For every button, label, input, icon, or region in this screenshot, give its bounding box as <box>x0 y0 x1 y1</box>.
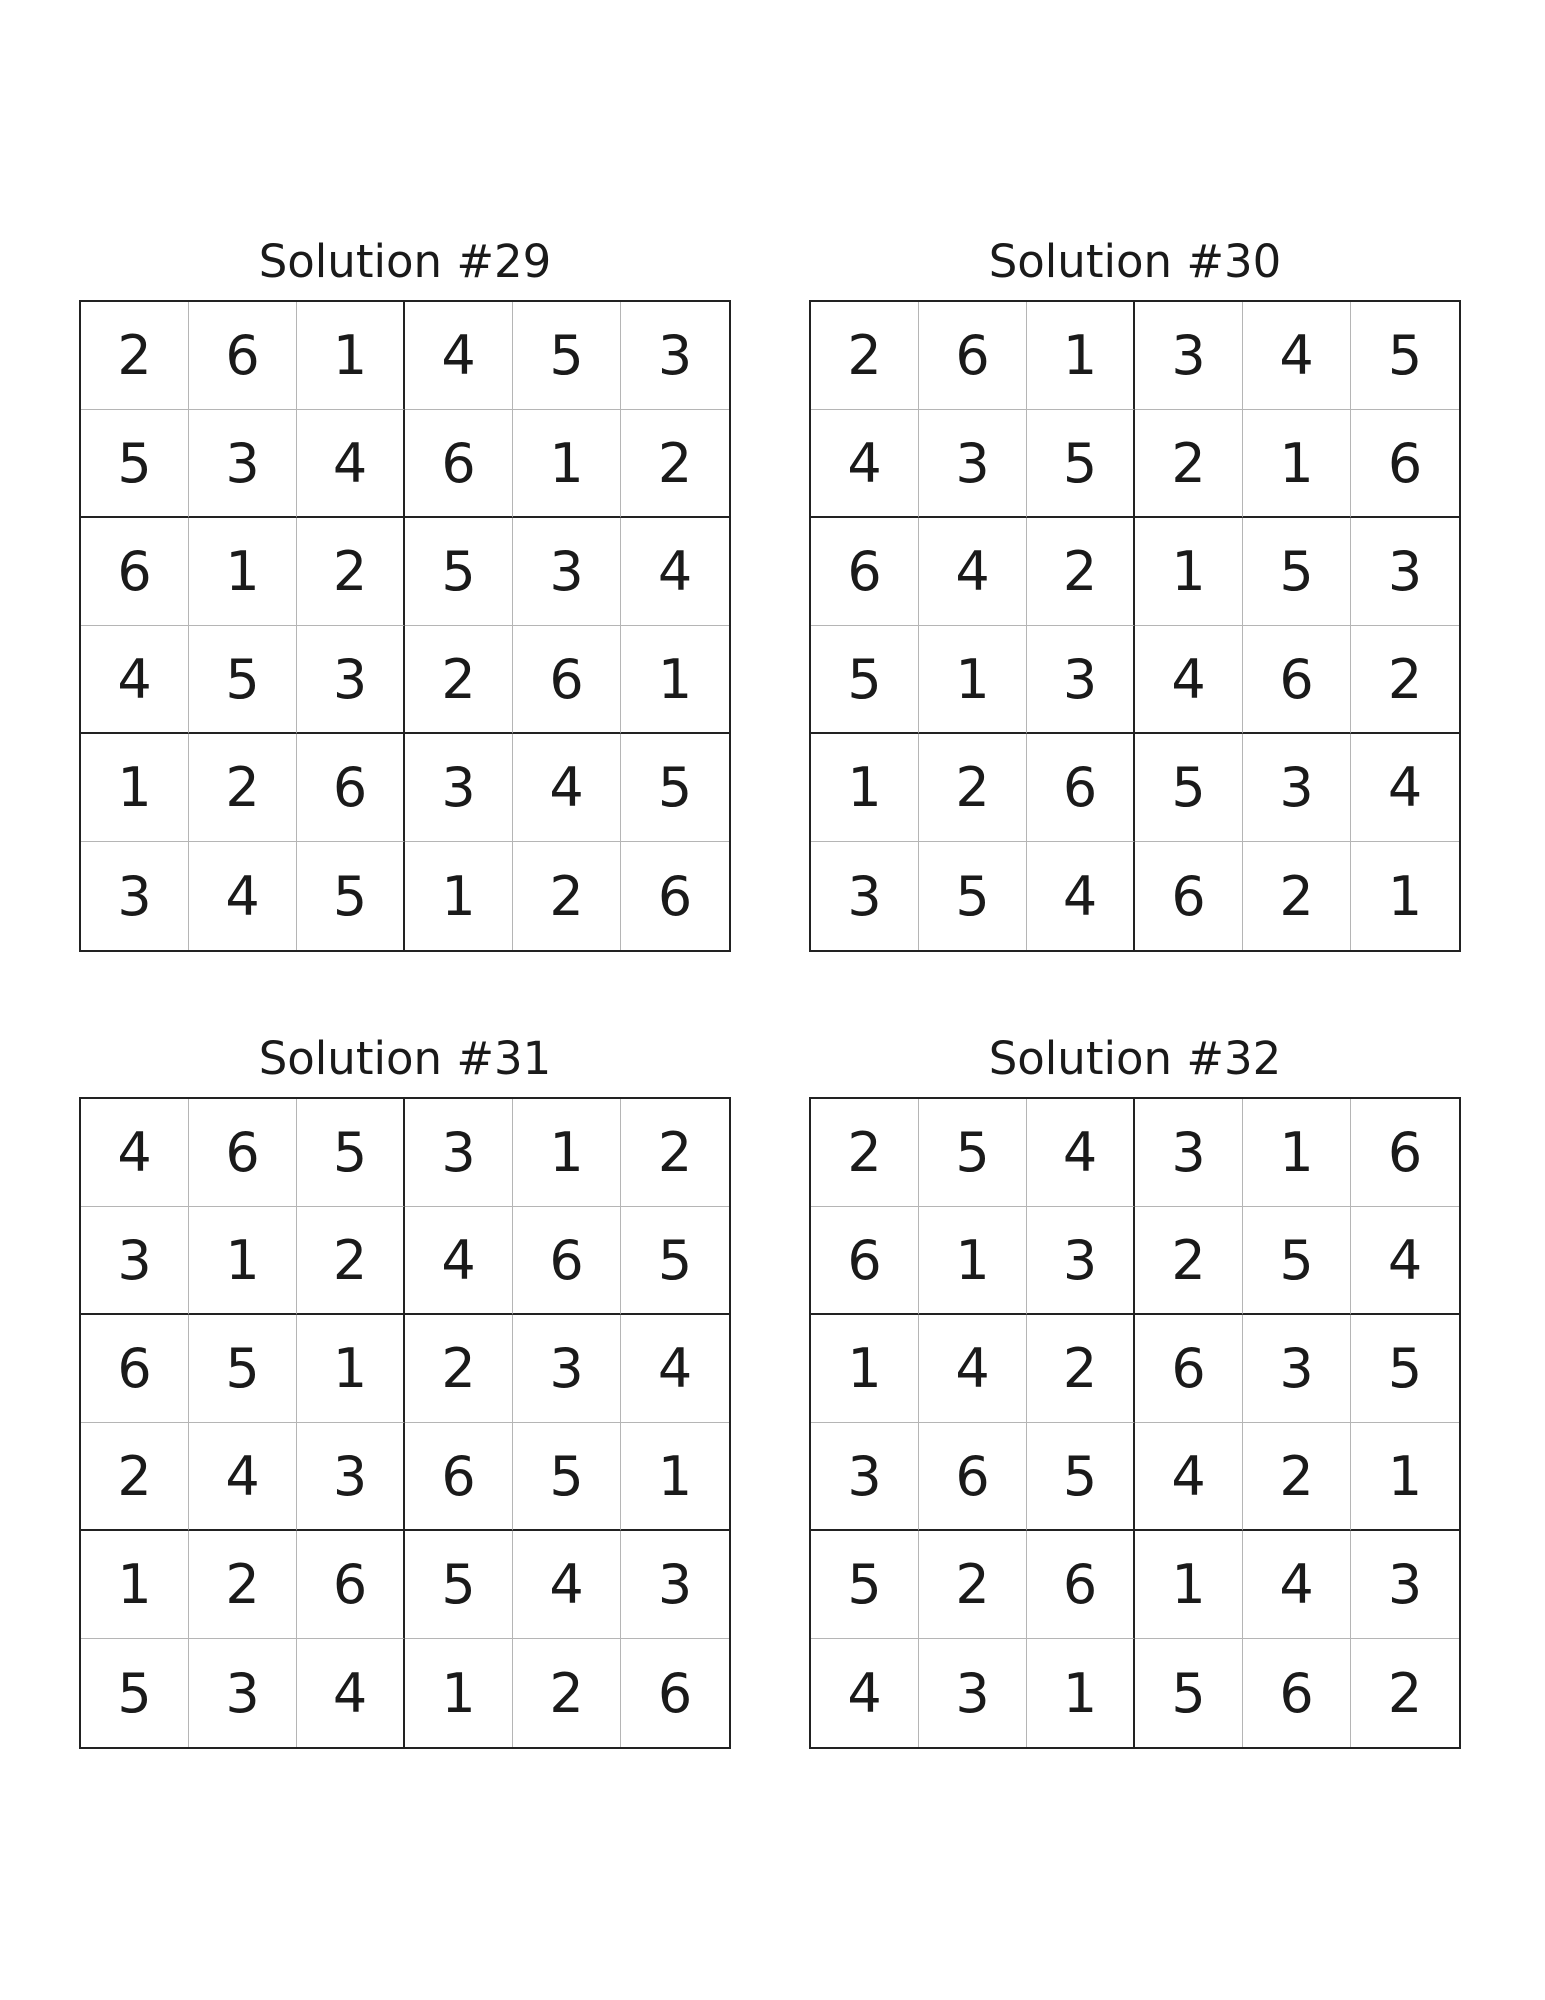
grid-cell: 1 <box>405 842 513 950</box>
grid-cell: 1 <box>1243 410 1351 518</box>
grid-cell: 5 <box>513 1423 621 1531</box>
grid-cell: 1 <box>297 302 405 410</box>
grid-cell: 2 <box>811 1099 919 1207</box>
grid-cell: 2 <box>1387 1661 1423 1725</box>
grid-cell: 4 <box>919 1315 1027 1423</box>
grid-cell: 2 <box>1027 518 1135 626</box>
grid-cell: 1 <box>1351 1423 1459 1531</box>
grid-cell: 6 <box>657 864 693 928</box>
grid-cell: 4 <box>811 1639 919 1747</box>
grid-cell: 4 <box>189 1423 297 1531</box>
grid-cell: 2 <box>621 410 729 518</box>
grid-cell: 4 <box>1027 1099 1135 1207</box>
grid-cell: 3 <box>297 626 405 734</box>
grid-cell: 4 <box>1135 626 1243 734</box>
grid-cell: 2 <box>1027 1315 1135 1423</box>
grid-cell: 5 <box>919 1099 1027 1207</box>
grid-cell: 3 <box>513 1315 621 1423</box>
grid-cell: 2 <box>297 1207 405 1315</box>
sudoku-grid <box>809 1097 1461 1749</box>
grid-cell: 1 <box>811 734 919 842</box>
grid-cell: 6 <box>189 1099 297 1207</box>
grid-cell: 6 <box>811 1207 919 1315</box>
grid-cell: 1 <box>297 1315 405 1423</box>
grid-cell: 4 <box>297 1639 405 1747</box>
grid-cell: 5 <box>297 1099 405 1207</box>
grid-cell: 6 <box>1351 410 1459 518</box>
grid-cell: 1 <box>513 1099 621 1207</box>
grid-cell: 6 <box>1027 734 1135 842</box>
puzzle-title: Solution #32 <box>988 1032 1282 1085</box>
grid-cell: 2 <box>1243 1423 1351 1531</box>
grid-cell: 6 <box>1243 1639 1351 1747</box>
grid-cell: 4 <box>919 518 1027 626</box>
grid-cell: 6 <box>81 518 189 626</box>
grid-cell: 3 <box>405 734 513 842</box>
grid-cell: 5 <box>1027 410 1135 518</box>
grid-cell: 1 <box>919 1207 1027 1315</box>
grid-cell: 6 <box>1351 1099 1459 1207</box>
grid-cell: 6 <box>297 1531 405 1639</box>
grid-cell: 3 <box>1243 1315 1351 1423</box>
grid-cell: 6 <box>1243 626 1351 734</box>
grid-cell: 5 <box>1135 734 1243 842</box>
grid-cell: 4 <box>1351 734 1459 842</box>
grid-cell: 4 <box>513 734 621 842</box>
grid-cell: 2 <box>405 1315 513 1423</box>
grid-cell: 6 <box>405 1423 513 1531</box>
grid-cell: 1 <box>189 1207 297 1315</box>
grid-cell: 2 <box>919 1531 1027 1639</box>
grid-cell: 4 <box>1351 1207 1459 1315</box>
grid-cell: 6 <box>919 1423 1027 1531</box>
grid-cell: 2 <box>919 734 1027 842</box>
grid-cell: 2 <box>1135 410 1243 518</box>
grid-cell: 5 <box>1243 518 1351 626</box>
grid-cell: 1 <box>621 626 729 734</box>
grid-cell: 4 <box>1027 842 1135 950</box>
grid-cell: 5 <box>405 518 513 626</box>
grid-cell: 3 <box>189 1639 297 1747</box>
grid-cell: 6 <box>513 626 621 734</box>
grid-cell: 3 <box>81 1207 189 1315</box>
grid-cell: 3 <box>811 842 919 950</box>
grid-cell: 5 <box>621 1207 729 1315</box>
grid-cell: 3 <box>1027 1207 1135 1315</box>
grid-cell: 6 <box>405 410 513 518</box>
grid-cell: 1 <box>1135 1531 1243 1639</box>
grid-cell: 3 <box>919 410 1027 518</box>
grid-cell: 6 <box>81 1315 189 1423</box>
puzzle-title: Solution #30 <box>988 235 1282 288</box>
grid-cell: 3 <box>1351 518 1459 626</box>
grid-cell: 5 <box>1135 1639 1243 1747</box>
grid-cell: 2 <box>297 518 405 626</box>
grid-cell: 3 <box>513 518 621 626</box>
grid-cell: 3 <box>1135 302 1243 410</box>
grid-cell: 3 <box>1027 626 1135 734</box>
sudoku-grid <box>809 300 1461 952</box>
grid-cell: 6 <box>811 518 919 626</box>
grid-cell: 1 <box>1135 518 1243 626</box>
grid-cell: 3 <box>405 1099 513 1207</box>
grid-cell: 2 <box>189 1531 297 1639</box>
grid-cell: 5 <box>189 626 297 734</box>
grid-cell: 1 <box>189 518 297 626</box>
grid-cell: 4 <box>81 626 189 734</box>
grid-cell: 1 <box>81 1531 189 1639</box>
grid-cell: 4 <box>297 410 405 518</box>
grid-cell: 5 <box>811 1531 919 1639</box>
grid-cell: 3 <box>81 842 189 950</box>
grid-cell: 4 <box>405 302 513 410</box>
grid-cell: 4 <box>81 1099 189 1207</box>
grid-cell: 2 <box>811 302 919 410</box>
puzzle-title: Solution #29 <box>258 235 552 288</box>
grid-cell: 4 <box>621 1315 729 1423</box>
grid-cell: 5 <box>513 302 621 410</box>
grid-cell: 2 <box>81 1423 189 1531</box>
grid-cell: 6 <box>1135 842 1243 950</box>
grid-cell: 2 <box>1351 626 1459 734</box>
grid-cell: 6 <box>513 1207 621 1315</box>
grid-cell: 3 <box>189 410 297 518</box>
grid-cell: 2 <box>513 842 621 950</box>
grid-cell: 6 <box>657 1661 693 1725</box>
grid-cell: 6 <box>919 302 1027 410</box>
grid-cell: 1 <box>513 410 621 518</box>
grid-cell: 4 <box>1243 302 1351 410</box>
grid-cell: 4 <box>621 518 729 626</box>
grid-cell: 5 <box>189 1315 297 1423</box>
grid-cell: 3 <box>297 1423 405 1531</box>
grid-cell: 4 <box>189 842 297 950</box>
grid-cell: 5 <box>297 842 405 950</box>
grid-cell: 4 <box>405 1207 513 1315</box>
grid-cell: 2 <box>189 734 297 842</box>
grid-cell: 1 <box>1243 1099 1351 1207</box>
grid-cell: 5 <box>81 410 189 518</box>
grid-cell: 1 <box>919 626 1027 734</box>
grid-cell: 4 <box>1243 1531 1351 1639</box>
grid-cell: 1 <box>81 734 189 842</box>
grid-cell: 3 <box>1351 1531 1459 1639</box>
grid-cell: 4 <box>811 410 919 518</box>
grid-cell: 5 <box>919 842 1027 950</box>
grid-cell: 1 <box>1387 864 1423 928</box>
sudoku-grid <box>79 300 731 952</box>
grid-cell: 3 <box>621 302 729 410</box>
grid-cell: 6 <box>297 734 405 842</box>
grid-cell: 1 <box>405 1639 513 1747</box>
grid-cell: 5 <box>811 626 919 734</box>
grid-cell: 2 <box>81 302 189 410</box>
grid-cell: 5 <box>621 734 729 842</box>
grid-cell: 3 <box>811 1423 919 1531</box>
grid-cell: 3 <box>1243 734 1351 842</box>
grid-cell: 2 <box>621 1099 729 1207</box>
grid-cell: 6 <box>1027 1531 1135 1639</box>
grid-cell: 3 <box>919 1639 1027 1747</box>
grid-cell: 1 <box>1027 1639 1135 1747</box>
grid-cell: 2 <box>1135 1207 1243 1315</box>
grid-cell: 6 <box>1135 1315 1243 1423</box>
grid-cell: 5 <box>1351 302 1459 410</box>
grid-cell: 3 <box>1135 1099 1243 1207</box>
puzzle-title: Solution #31 <box>258 1032 552 1085</box>
grid-cell: 4 <box>513 1531 621 1639</box>
grid-cell: 1 <box>811 1315 919 1423</box>
grid-cell: 5 <box>81 1639 189 1747</box>
grid-cell: 1 <box>1027 302 1135 410</box>
grid-cell: 2 <box>405 626 513 734</box>
grid-cell: 3 <box>621 1531 729 1639</box>
grid-cell: 5 <box>1351 1315 1459 1423</box>
grid-cell: 6 <box>189 302 297 410</box>
sudoku-grid <box>79 1097 731 1749</box>
grid-cell: 2 <box>513 1639 621 1747</box>
grid-cell: 1 <box>621 1423 729 1531</box>
grid-cell: 2 <box>1243 842 1351 950</box>
grid-cell: 5 <box>1027 1423 1135 1531</box>
grid-cell: 5 <box>405 1531 513 1639</box>
grid-cell: 4 <box>1135 1423 1243 1531</box>
grid-cell: 5 <box>1243 1207 1351 1315</box>
